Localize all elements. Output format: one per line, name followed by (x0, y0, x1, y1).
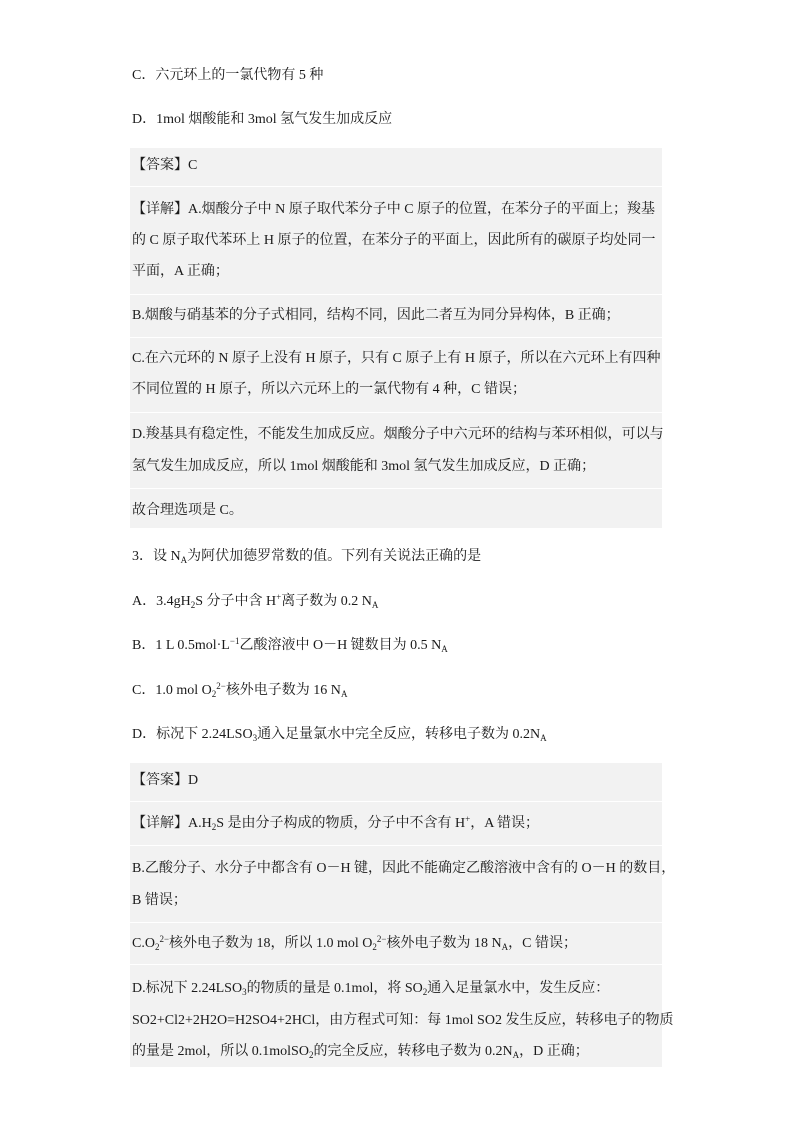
option-c: C．六元环上的一氯代物有 5 种 (132, 68, 324, 83)
q3-option-c: C．1.0 mol $O_2^{2-}$核外电子数为 16 $N_A$ (132, 681, 348, 699)
answer-label: 【答案】D (132, 773, 199, 788)
explain-c-line1: C.在六元环的 N 原子上没有 H 原子，只有 C 原子上有 H 原子，所以在六元环上有四种 (132, 351, 661, 366)
explain-c-line2: 不同位置的 H 原子，所以六元环上的一氯代物有 4 种，C 错误； (132, 382, 526, 397)
explain-a-line2: 的 C 原子取代苯环上 H 原子的位置，在苯分子的平面上，因此所有的碳原子均处同一 (132, 233, 656, 248)
explain-a: 【详解】$A.H_2S$ 是由分子构成的物质，分子中不含有 H+，A 错误； (132, 814, 540, 832)
answer-label: 【答案】C (132, 158, 198, 173)
explain-d-line2: 氢气发生加成反应，所以 1mol 烟酸能和 3mol 氢气发生加成反应，D 正确； (132, 459, 596, 474)
q3-stem: 3．设 $N_A$为阿伏加德罗常数的值。下列有关说法正确的是 (132, 549, 482, 565)
q2-answer-block (130, 148, 662, 528)
explain-b-line2: B 错误； (132, 893, 187, 908)
explain-d-line3: 的量是 2mol，所以 0.1molSO$_2$的完全反应，转移电子数为 $0.2N_A$，D 正确； (132, 1044, 589, 1060)
explain-a-line3: 平面，A 正确； (132, 264, 229, 279)
explain-c: $C.O_2^{2-}$核外电子数为 18，所以 1.0 mol $O_2^{2-}$核外电子数为 18 $N_A$，C 错误； (132, 934, 577, 952)
q3-option-a: A．$3.4gH_2S$ 分子中含 H+离子数为 0.2 $N_A$ (132, 592, 379, 610)
explain-d-line2: SO2+Cl2+2H2O=H2SO4+2HCl，由方程式可知：每 1mol SO2 发生反应，转移电子的物质 (132, 1013, 674, 1028)
explain-d-line1: D.羧基具有稳定性，不能发生加成反应。烟酸分子中六元环的结构与苯环相似，可以与 (132, 427, 664, 442)
conclusion: 故合理选项是 C。 (132, 503, 243, 518)
option-d: D．1mol 烟酸能和 3mol 氢气发生加成反应 (132, 112, 393, 127)
explain-a-line1: 【详解】A.烟酸分子中 N 原子取代苯分子中 C 原子的位置，在苯分子的平面上；羧基 (132, 202, 656, 217)
explain-b-line1: B.乙酸分子、水分子中都含有 O－H 键，因此不能确定乙酸溶液中含有的 O－H 的数目， (132, 861, 676, 876)
q3-option-d: D．标况下 $2.24LSO_3$通入足量氯水中完全反应，转移电子数为 $0.2N_A$ (132, 727, 547, 743)
explain-d-line1: D.标况下 $2.24LSO_3$的物质的量是 0.1mol，将 $SO_2$通入足量氯水中，发生反应： (132, 981, 610, 997)
explain-b: B.烟酸与硝基苯的分子式相同，结构不同，因此二者互为同分异构体，B 正确； (132, 308, 620, 323)
q3-answer-block (130, 763, 676, 1067)
q3-option-b: B．1 L $0.5mol\cdot L^{-1}$乙酸溶液中 O－H 键数目为 0.5 $N_A$ (132, 636, 448, 654)
